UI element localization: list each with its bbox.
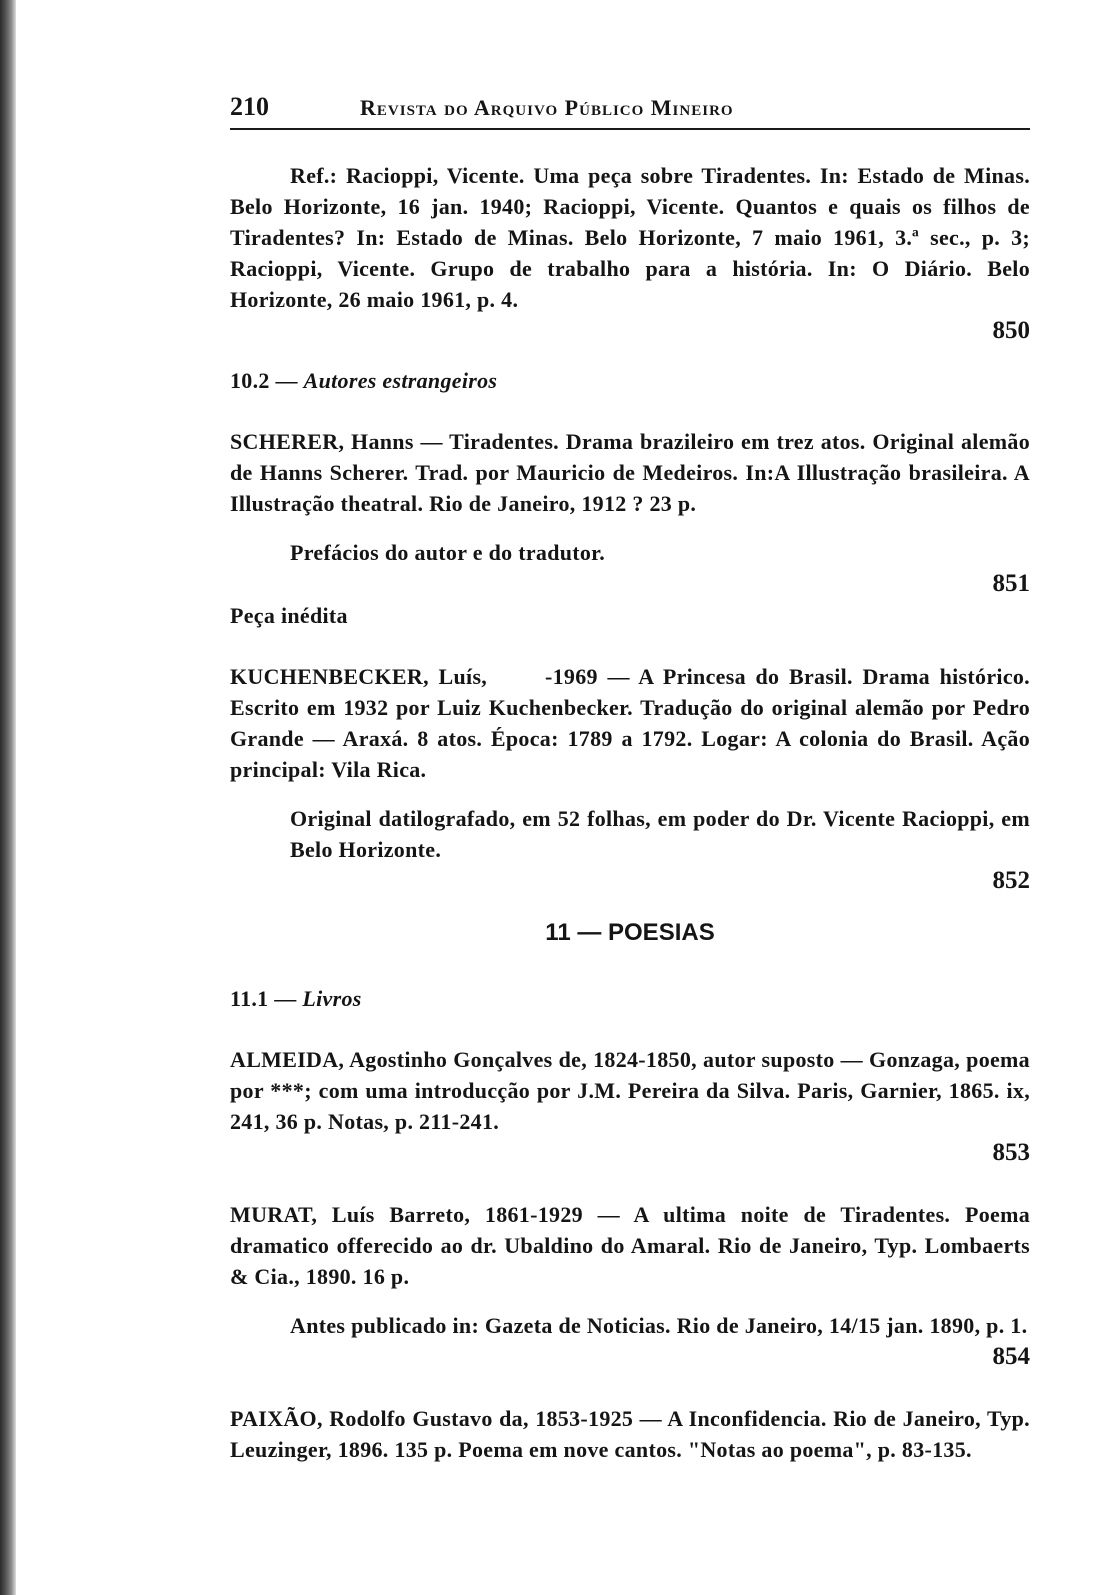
page-number: 210 <box>230 92 269 121</box>
entry-851-note: Prefácios do autor e do tradutor. <box>290 540 606 565</box>
scan-edge <box>0 0 16 1595</box>
entry-854-note: Antes publicado in: Gazeta de Noticias. Rio de Janeiro, 14/15 jan. 1890, p. 1. <box>290 1313 1028 1338</box>
subsection-11-1-number: 11.1 — <box>230 986 297 1011</box>
entry-855-text: PAIXÃO, Rodolfo Gustavo da, 1853-1925 — A Inconfidencia. Rio de Janeiro, Typ. Leuzinger, 1896. 135 p. Poema em nove cantos. "Notas ao poema", p. 83-135. <box>230 1406 1030 1462</box>
entry-850-text: Ref.: Racioppi, Vicente. Uma peça sobre Tiradentes. In: Estado de Minas. Belo Horizonte, 16 jan. 1940; Racioppi, Vicente. Quantos e quais os filhos de Tiradentes? In: Estado de Minas. Belo Horizonte, 7 maio 1961, 3.ª sec., p. 3; Racioppi, Vicente. Grupo de trabalho para a história. In: O Diário. Belo Horizonte, 26 maio 1961, p. 4. <box>230 163 1030 312</box>
entry-854-text: MURAT, Luís Barreto, 1861-1929 — A ultima noite de Tiradentes. Poema dramatico offerecido ao dr. Ubaldino do Amaral. Rio de Janeiro, Typ. Lombaerts & Cia., 1890. 16 p. <box>230 1202 1030 1289</box>
subsection-10-2 <box>230 365 1030 396</box>
entry-852-text: KUCHENBECKER, Luís, -1969 — A Princesa do Brasil. Drama histórico. Escrito em 1932 por Luiz Kuchenbecker. Tradução do original alemão por Pedro Grande — Araxá. 8 atos. Época: 1789 a 1792. Logar: A colonia do Brasil. Ação principal: Vila Rica. <box>230 664 1036 782</box>
peca-inedita-label: Peça inédita <box>230 603 348 628</box>
entry-853-text: ALMEIDA, Agostinho Gonçalves de, 1824-1850, autor suposto — Gonzaga, poema por ***; com uma introducção por J.M. Pereira da Silva. Paris, Garnier, 1865. ix, 241, 36 p. Notas, p. 211-241. <box>230 1047 1030 1134</box>
subsection-10-2-title: Autores estrangeiros <box>303 368 498 393</box>
entry-850-number: 850 <box>992 317 1030 344</box>
subsection-11-1 <box>230 983 1030 1014</box>
entry-852-note: Original datilografado, em 52 folhas, em poder do Dr. Vicente Racioppi, em Belo Horizonte. <box>290 806 1030 862</box>
section-11-heading: 11 — POESIAS <box>545 919 715 946</box>
entry-853-number: 853 <box>992 1139 1030 1166</box>
document-page <box>230 92 1036 1465</box>
entry-851-text: SCHERER, Hanns — Tiradentes. Drama brazileiro em trez atos. Original alemão de Hanns Scherer. Trad. por Mauricio de Medeiros. In:A Illustração brasileira. A Illustração theatral. Rio de Janeiro, 1912 ? 23 p. <box>230 429 1030 516</box>
running-title: Revista do Arquivo Público Mineiro <box>360 95 734 120</box>
subsection-11-1-title: Livros <box>302 986 362 1011</box>
entry-852-number: 852 <box>992 867 1030 894</box>
entry-854-number: 854 <box>992 1343 1030 1370</box>
subsection-10-2-number: 10.2 — <box>230 368 298 393</box>
page-header <box>230 92 1030 130</box>
entry-851-number: 851 <box>992 570 1030 597</box>
